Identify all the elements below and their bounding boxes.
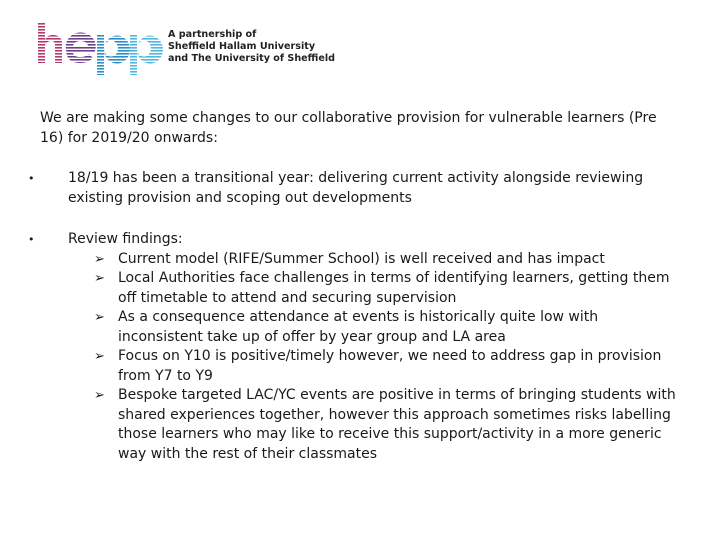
logo-tagline-line-2: Sheffield Hallam University (168, 41, 316, 52)
list-item-text: Local Authorities face challenges in terms of identifying learners, getting them off timetable to attend and securing supervision (118, 270, 670, 306)
list-item-text: As a consequence attendance at events is historically quite low with inconsistent take up of offer by year group and LA area (118, 309, 599, 345)
logo-tagline (168, 29, 335, 65)
bullet-dot: • (28, 233, 35, 246)
arrow-bullet-icon: ➢ (94, 310, 105, 325)
arrow-bullet-icon: ➢ (94, 349, 105, 364)
arrow-bullet-icon: ➢ (94, 271, 105, 286)
logo-letter-e (66, 32, 96, 63)
logo-letter-p1 (97, 35, 130, 75)
hepp-logo-mark (36, 20, 164, 78)
bullet-text: 18/19 has been a transitional year: delivering current activity alongside reviewing existing provision and scoping out developments (68, 170, 644, 206)
bullet-text: Review findings: (68, 231, 183, 247)
bullet-review-findings (28, 230, 680, 464)
list-item-text: Current model (RIFE/Summer School) is well received and has impact (118, 250, 605, 267)
intro-paragraph: We are making some changes to our collaborative provision for vulnerable learners (Pre 16) for 2019/20 onwards: (40, 110, 657, 146)
list-item-text: Bespoke targeted LAC/YC events are positive in terms of bringing students with shared experiences together, however this approach sometimes risks labelling those learners who may like to receive this support/activity in a more generic way with the rest of their classmates (118, 387, 676, 462)
logo-tagline-line-3: and The University of Sheffield (168, 53, 336, 64)
list-item (68, 386, 680, 464)
list-item (68, 250, 680, 270)
hepp-logo (36, 20, 336, 78)
logo-letter-h (38, 23, 62, 63)
logo-tagline-line-1: A partnership of (168, 29, 257, 40)
arrow-bullet-icon: ➢ (94, 251, 105, 267)
logo-letter-p2 (130, 35, 163, 75)
list-item (68, 269, 680, 308)
bullet-transitional-year (28, 169, 680, 208)
arrow-bullet-icon: ➢ (94, 388, 105, 403)
bullet-dot: • (28, 172, 35, 185)
list-item-text: Focus on Y10 is positive/timely however, we need to address gap in provision from Y7 to Y9 (118, 348, 662, 384)
review-findings-list (68, 250, 680, 465)
list-item (68, 308, 680, 347)
list-item (68, 347, 680, 386)
slide-content (28, 109, 680, 464)
